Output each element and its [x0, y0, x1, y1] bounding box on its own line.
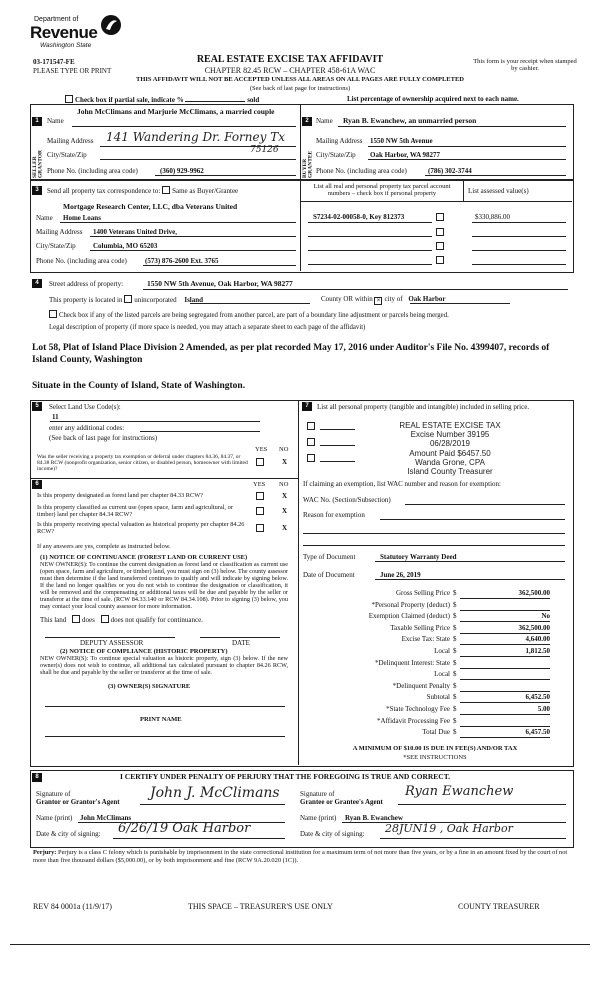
section-4-number: 4	[32, 279, 42, 288]
corr-name-label: Name	[36, 214, 53, 222]
claiming-exemption-label: If claiming an exemption, list WAC number and reason for exemption:	[303, 480, 501, 488]
section-3-number: 3	[32, 186, 42, 195]
calc-underline	[460, 726, 550, 727]
street-address: 1550 NW 5th Avenue, Oak Harbor, WA 98277	[147, 279, 293, 288]
calc-underline	[460, 737, 550, 738]
correspondence-company: Mortgage Research Center, LLC, dba Veterans United	[63, 202, 238, 211]
calc-label: Gross Selling Price	[395, 589, 450, 597]
calc-row	[305, 682, 550, 693]
seller-city: 75126	[250, 145, 279, 155]
calc-underline	[460, 702, 550, 703]
additional-codes-label: enter any additional codes:	[49, 424, 125, 432]
corr-phone: (573) 876-2600 Ext. 3765	[145, 257, 219, 265]
within-city-checkbox[interactable]: ×	[374, 297, 382, 305]
calc-value: 6,452.50	[525, 693, 550, 702]
seller-name-label: Name	[47, 117, 64, 125]
does-checkbox[interactable]	[72, 615, 80, 623]
doc-date-label: Date of Document	[303, 571, 355, 579]
seller-city-label: City/State/Zip	[47, 151, 87, 159]
calc-row	[305, 693, 550, 704]
parcel-personal-checkbox-4[interactable]	[436, 256, 444, 264]
buyer-mailing-address: 1550 NW 5th Avenue	[370, 137, 433, 145]
corr-mailing: 1400 Veterans United Drive,	[93, 228, 177, 236]
calc-row	[305, 624, 550, 635]
this-land-row: This land does does not qualify for continuance.	[40, 616, 203, 624]
partial-sale-row	[65, 95, 565, 104]
doc-date: June 26, 2019	[380, 571, 421, 579]
sec6-no-header: NO	[279, 481, 289, 488]
land-use-code: 11	[52, 413, 59, 421]
calc-label: Local	[434, 647, 450, 655]
dollar-sign: $	[453, 670, 457, 679]
grantor-sig-label: Signature of Grantor or Grantor's Agent	[36, 790, 120, 807]
calc-label: *State Technology Fee	[386, 705, 450, 713]
calc-value: 362,500.00	[518, 589, 550, 597]
personal-prop-checkbox-1[interactable]	[307, 422, 315, 430]
calc-underline	[460, 679, 550, 680]
certify-statement: I CERTIFY UNDER PENALTY OF PERJURY THAT THE FOREGOING IS TRUE AND CORRECT.	[120, 772, 451, 781]
assessor-date-label: DATE	[232, 639, 250, 647]
does-not-checkbox[interactable]	[101, 615, 109, 623]
current-use-no-answer: X	[282, 507, 288, 515]
calc-label: Exemption Claimed (deduct)	[368, 612, 450, 621]
calc-label: Total Due	[422, 728, 450, 737]
situate-text: Situate in the County of Island, State of Washington.	[32, 381, 246, 391]
form-revision: REV 84 0001a (11/9/17)	[33, 902, 112, 911]
parcel-personal-checkbox-2[interactable]	[436, 228, 444, 236]
grantee-date-label: Date & city of signing:	[300, 830, 365, 838]
partial-sale-checkbox[interactable]	[65, 95, 73, 103]
city-name: Oak Harbor	[408, 295, 446, 303]
notice-continuance-body: NEW OWNER(S): To continue the current designation as forest land or classification as current use (open space, farm and agriculture, or timber) land, you must sign on (3) below. The county assessor must then determine if the land transferred continues to qualify and will indicate by signing below. If the land no longer qualifies or you do not wish to continue the designation or classification, it will be removed and the compensating or additional taxes will be due and payable by the seller or transferor at the time of sale. (RCW 84.33.140 or RCW 84.34.108). Prior to signing (3) below, you may contact your local county assessor for more information.	[40, 561, 288, 610]
print-name-label: PRINT NAME	[140, 716, 182, 723]
sec5-yes-header: YES	[255, 446, 268, 453]
doc-number: 03-171547-FE	[33, 58, 75, 66]
assessed-value: $330,886.00	[475, 213, 510, 221]
dollar-sign: $	[453, 600, 457, 609]
forest-land-question: Is this property designated as forest land per chapter 84.33 RCW?	[37, 492, 203, 499]
stamp-line-3: 06/28/2019	[429, 439, 471, 449]
buyer-city-label: City/State/Zip	[316, 151, 356, 159]
dollar-sign: $	[453, 635, 457, 644]
buyer-name-label: Name	[316, 117, 333, 125]
corr-city-label: City/State/Zip	[36, 242, 76, 250]
dollar-sign: $	[453, 705, 457, 713]
buyer-mailing-label: Mailing Address	[316, 137, 363, 145]
corr-city: Columbia, MO 65203	[93, 242, 158, 250]
stamp-line-1: REAL ESTATE EXCISE TAX	[399, 421, 501, 430]
segregation-checkbox[interactable]	[49, 310, 57, 318]
dor-emblem-icon	[100, 14, 122, 36]
parcel-header: List all real and personal property tax parcel account numbers – check box if personal property	[313, 183, 451, 198]
calc-value: 1,812.50	[525, 647, 550, 655]
dollar-sign: $	[453, 681, 457, 690]
sec6-yes-header: YES	[253, 481, 266, 488]
calc-underline	[460, 598, 550, 599]
exemption-question: Was the seller receiving a property tax exemption or deferral under chapters 84.36, 84.37, or 84.38 RCW (nonprofit organization, senior citizen, or disabled person, homeowner with limited income)?	[37, 454, 248, 473]
form-warning: THIS AFFIDAVIT WILL NOT BE ACCEPTED UNLESS ALL AREAS ON ALL PAGES ARE FULLY COMPLETED	[136, 76, 464, 83]
section-7-number: 7	[302, 402, 312, 411]
dollar-sign: $	[453, 647, 457, 655]
parcel-number: S7234-02-00058-0, Key 812373	[313, 213, 405, 221]
send-correspondence-label: Send all property tax correspondence to: Same as Buyer/Grantee	[47, 187, 239, 195]
historic-no-answer: X	[282, 524, 288, 532]
section-2-number: 2	[302, 117, 312, 126]
dollar-sign: $	[453, 658, 457, 667]
corr-name: Home Loans	[63, 214, 101, 222]
assessed-header: List assessed value(s)	[468, 187, 529, 195]
calc-underline	[460, 668, 550, 669]
personal-prop-checkbox-3[interactable]	[307, 454, 315, 462]
buyer-city: Oak Harbor, WA 98277	[370, 151, 441, 159]
list-percentage-note: List percentage of ownership acquired next to each name.	[347, 95, 519, 103]
calc-label: *Affidavit Processing Fee	[377, 716, 450, 725]
current-use-question: Is this property classified as current use (open space, farm and agricultural, or timber) land per chapter 84.34 RCW?	[37, 504, 233, 519]
calc-row	[305, 612, 550, 623]
forest-no-answer: X	[282, 492, 288, 500]
buyer-phone: (786) 302-3744	[428, 167, 472, 175]
treasurer-use-only: THIS SPACE – TREASURER'S USE ONLY	[188, 902, 333, 911]
form-chapter: CHAPTER 82.45 RCW – CHAPTER 458-61A WAC	[204, 66, 376, 75]
doc-type: Statutory Warranty Deed	[380, 553, 457, 561]
dollar-sign: $	[453, 728, 457, 737]
located-row: This property is located in unincorporated Island County OR within × city of Oak Harbor	[49, 295, 446, 304]
buyer-phone-label: Phone No. (including area code)	[316, 167, 407, 175]
calc-value: 6,457.50	[525, 728, 550, 737]
calc-label: *Delinquent Interest: State	[374, 658, 450, 667]
grantor-signature: John J. McClimans	[150, 785, 280, 801]
seller-phone: (360) 929-9962	[160, 167, 204, 175]
calc-label: Local	[434, 670, 450, 679]
type-or-print: PLEASE TYPE OR PRINT	[33, 67, 112, 75]
stamp-line-4: Amount Paid $6457.50	[409, 448, 491, 458]
calc-value: 5.00	[537, 705, 550, 713]
calc-underline	[460, 691, 550, 692]
legal-desc-label: Legal description of property (if more space is needed, you may attach a separate sheet to each page of the affidavit)	[49, 324, 366, 331]
grantee-date-city: 28JUN19 , Oak Harbor	[385, 822, 513, 835]
dept-of-text: Department of	[34, 16, 79, 23]
calc-value: 362,500.00	[518, 623, 550, 632]
buyer-grantee-label: BUYER GRANTEE	[302, 150, 314, 178]
minimum-fee-note: A MINIMUM OF $10.00 IS DUE IN FEE(S) AND/OR TAX	[352, 745, 518, 752]
section-8-number: 8	[32, 773, 42, 782]
calc-row	[305, 601, 550, 612]
section-6-number: 6	[32, 480, 42, 489]
grantor-name: John McClimans	[80, 814, 132, 822]
stamp-line-5: Wanda Grone, CPA	[415, 457, 485, 467]
receipt-note: This form is your receipt when stamped by cashier.	[473, 58, 577, 73]
grantee-sig-label: Signature of Grantee or Grantee's Agent	[300, 790, 383, 807]
calc-underline	[460, 633, 550, 634]
owner-signature-label: (3) OWNER(S) SIGNATURE	[108, 683, 191, 690]
section-1-number: 1	[32, 117, 42, 126]
grantor-date-label: Date & city of signing:	[36, 830, 101, 838]
forest-yes-checkbox[interactable]	[256, 492, 264, 500]
segregation-row: Check box if any of the listed parcels are being segregated from another parcel, are part of a boundary line adjustment or parcels being merged.	[49, 310, 574, 320]
calc-underline	[460, 621, 550, 622]
revenue-wordmark: Revenue	[30, 23, 98, 42]
calc-row	[305, 647, 550, 658]
calc-label: *Delinquent Penalty	[392, 681, 450, 690]
notice-continuance-title: (1) NOTICE OF CONTINUANCE (FOREST LAND OR CURRENT USE)	[40, 554, 248, 561]
dollar-sign: $	[453, 612, 457, 621]
grantee-name-label: Name (print)	[300, 814, 337, 822]
calc-row	[305, 728, 550, 739]
perjury-notice: Perjury: Perjury is a class C felony which is punishable by imprisonment in the state correctional institution for a maximum term of not more than five years, or by a fine in an amount fixed by the court of not more than five thousand dollars ($5,000.00), or by both imprisonment and fine (RCW 9A.20.020 (1C)).	[33, 849, 568, 864]
calc-label: Taxable Selling Price	[390, 623, 450, 632]
dollar-sign: $	[453, 693, 457, 702]
calc-label: Subtotal	[426, 693, 450, 702]
corr-phone-label: Phone No. (including area code)	[36, 257, 127, 265]
treasurer-stamp	[355, 421, 545, 476]
calc-row	[305, 659, 550, 670]
land-use-see-back: (See back of last page for instructions)	[49, 434, 158, 442]
calc-label: Excise Tax: State	[401, 635, 450, 644]
calc-row	[305, 717, 550, 728]
reason-label: Reason for exemption	[303, 511, 365, 519]
calc-underline	[460, 610, 550, 611]
stamp-line-6: Island County Treasurer	[407, 466, 493, 476]
county-name: Island	[184, 296, 204, 304]
dollar-sign: $	[453, 623, 457, 632]
if-yes-note: If any answers are yes, complete as instructed below.	[37, 543, 171, 550]
personal-property-label: List all personal property (tangible and intangible) included in selling price.	[317, 403, 530, 411]
washington-state-text: Washington State	[40, 42, 92, 49]
see-instructions: *SEE INSTRUCTIONS	[403, 754, 467, 761]
corr-mailing-label: Mailing Address	[36, 228, 83, 236]
historic-question: Is this property receiving special valuation as historical property per chapter 84.26 RCW?	[37, 521, 245, 536]
grantor-name-label: Name (print)	[36, 814, 73, 822]
exemption-no-answer: X	[282, 458, 288, 466]
calc-label: *Personal Property (deduct)	[371, 600, 450, 609]
same-as-buyer-checkbox[interactable]	[162, 186, 170, 194]
form-title: REAL ESTATE EXCISE TAX AFFIDAVIT	[196, 54, 384, 65]
notice-compliance-body: NEW OWNER(S): To continue special valuation as historic property, sign (3) below. If the new owner(s) does not wish to continue, all additional tax calculated pursuant to chapter 84.26 RCW, shall be due and payable by the seller or transferor at the time of sale.	[40, 655, 288, 676]
see-back-note: (See back of last page for instructions)	[249, 85, 351, 92]
calc-row	[305, 705, 550, 716]
land-use-label: Select Land Use Code(s):	[49, 403, 121, 411]
section-5-number: 5	[32, 402, 42, 411]
grantee-signature: Ryan Ewanchew	[405, 784, 514, 799]
calc-row	[305, 635, 550, 646]
partial-sale-label: Check box if partial sale, indicate %	[75, 96, 184, 104]
parcel-personal-checkbox-3[interactable]	[436, 242, 444, 250]
wac-label: WAC No. (Section/Subsection)	[303, 496, 391, 504]
county-treasurer: COUNTY TREASURER	[458, 902, 540, 911]
grantor-date-city: 6/26/19 Oak Harbor	[118, 821, 251, 836]
street-label: Street address of property:	[49, 280, 124, 288]
dollar-sign: $	[453, 716, 457, 725]
sold-label: sold	[247, 96, 260, 104]
calc-value: No	[541, 612, 550, 621]
calc-value: 4,640.00	[525, 635, 550, 644]
calc-row	[305, 670, 550, 681]
doc-type-label: Type of Document	[303, 553, 356, 561]
seller-mailing-address: 141 Wandering Dr. Forney Tx	[106, 130, 285, 144]
legal-description: Lot 58, Plat of Island Place Division 2 Amended, as per plat recorded May 17, 2016 under Auditor's File No. 4399407, records of Island County, Washington	[32, 343, 550, 366]
historic-yes-checkbox[interactable]	[256, 524, 264, 532]
seller-phone-label: Phone No. (including area code)	[47, 167, 138, 175]
deputy-assessor-label: DEPUTY ASSESSOR	[80, 639, 144, 647]
sec5-no-header: NO	[279, 446, 289, 453]
dor-logo	[30, 14, 120, 52]
buyer-name: Ryan B. Ewanchew, an unmarried person	[343, 116, 477, 125]
exemption-yes-checkbox[interactable]	[256, 458, 264, 466]
seller-grantor-label: SELLER GRANTOR	[32, 149, 44, 178]
personal-prop-checkbox-2[interactable]	[307, 438, 315, 446]
grantee-name: Ryan B. Ewanchew	[345, 814, 403, 822]
calc-underline	[460, 656, 550, 657]
notice-compliance-title: (2) NOTICE OF COMPLIANCE (HISTORIC PROPERTY)	[60, 648, 228, 655]
calc-underline	[460, 644, 550, 645]
current-use-yes-checkbox[interactable]	[256, 507, 264, 515]
unincorporated-checkbox[interactable]	[124, 295, 132, 303]
parcel-personal-checkbox-1[interactable]	[436, 213, 444, 221]
calc-row	[305, 589, 550, 600]
calc-underline	[460, 714, 550, 715]
seller-mailing-label: Mailing Address	[47, 137, 94, 145]
seller-name: John McClimans and Marjurie McClimans, a married couple	[77, 107, 275, 116]
dollar-sign: $	[453, 589, 457, 597]
stamp-line-2: Excise Number 39195	[410, 430, 490, 440]
